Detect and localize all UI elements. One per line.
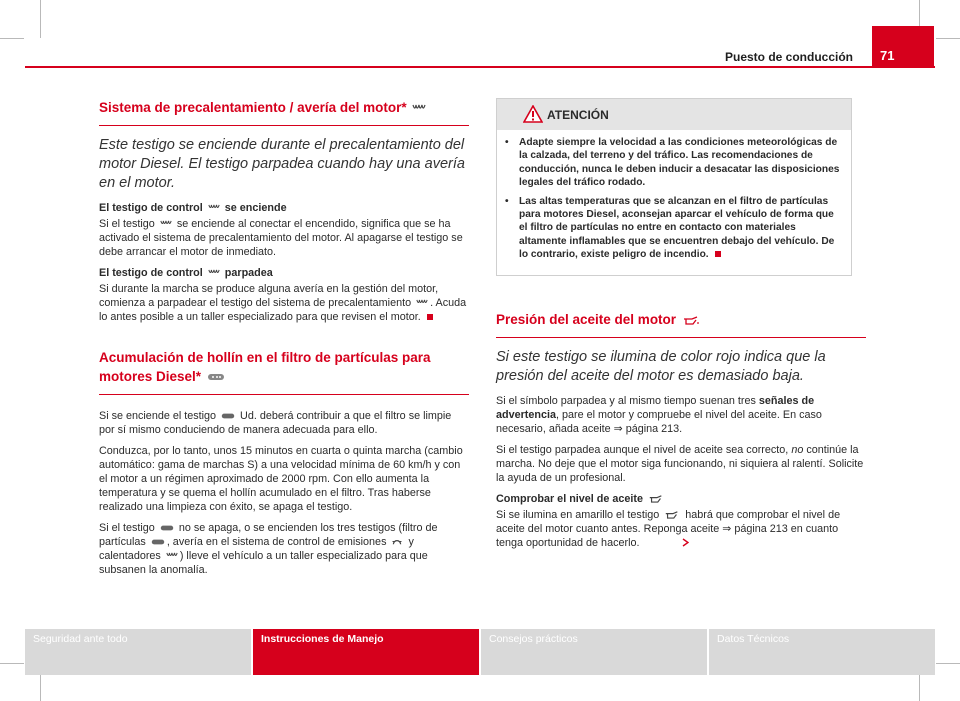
page-header-title: Puesto de conducción (724, 50, 853, 64)
warning-item: • Adapte siempre la velocidad a las condiciones meteorológicas de la calzada, del terreno y del tráfico. Las recomendaciones de conducción, nunca le deben inducir a desacatar las disposiciones legales del tráfico rodado. (505, 137, 840, 189)
paragraph: Conduzca, por lo tanto, unos 15 minutos en cuarta o quinta marcha (cambio automático: gama de marchas S) a una velocidad mínima de 60 km/h y con el motor a un régimen aproximado de 2000 rpm. Con ello aumenta la temperatura y se quema el hollín acumulado en el filtro. Tras haberse realizado una limpieza con éxito, se apaga el testigo. (99, 445, 463, 513)
footer-nav (25, 629, 935, 675)
paragraph: Si se ilumina en amarillo el testigo habrá que comprobar el nivel de aceite del motor cuanto antes. Reponga aceite ⇒ página 213 en cuanto tenga oportunidad de hacerlo. (496, 508, 841, 549)
header-rule (25, 66, 935, 68)
warning-triangle-icon (523, 105, 543, 123)
glow-plug-icon (412, 103, 426, 113)
glow-plug-icon (166, 551, 178, 560)
particle-filter-icon (160, 524, 174, 532)
oil-can-icon (682, 315, 700, 325)
warning-title: ATENCIÓN (547, 108, 609, 122)
warning-box (496, 98, 852, 276)
page-number: 71 (872, 26, 934, 66)
subheading: Comprobar el nivel de aceite (496, 492, 866, 506)
crop-mark (936, 38, 960, 39)
section-end-marker (715, 251, 721, 257)
footer-tab-seguridad[interactable]: Seguridad ante todo (25, 629, 251, 675)
paragraph: Si el testigo se enciende al conectar el encendido, significa que se ha activado el sistema de precalentamiento del motor. Al apagarse el testigo se debe arrancar el motor de inmediato. (99, 218, 463, 258)
glow-plug-icon (208, 268, 220, 277)
continue-arrow-icon (682, 538, 689, 547)
glow-plug-icon (160, 219, 172, 228)
section-lead: Este testigo se enciende durante el precalentamiento del motor Diesel. El testigo parpadea cuando hay una avería en el motor. (99, 137, 465, 191)
section-title-particle-filter: Acumulación de hollín en el filtro de partículas para motores Diesel* (99, 350, 431, 384)
section-lead: Si este testigo se ilumina de color rojo indica que la presión del aceite del motor es demasiado baja. (496, 348, 826, 384)
oil-can-icon (664, 510, 680, 519)
paragraph: Si el símbolo parpadea y al mismo tiempo suenan tres señales de advertencia, pare el motor y compruebe el nivel del aceite. En caso necesario, añada aceite ⇒ página 213. (496, 394, 822, 435)
footer-tab-consejos[interactable]: Consejos prácticos (481, 629, 707, 675)
paragraph: Si se enciende el testigo Ud. deberá contribuir a que el filtro se limpie por sí mismo conduciendo de manera adecuada para ello. (99, 410, 452, 436)
section-end-marker (427, 314, 433, 320)
crop-mark (40, 0, 41, 38)
subheading: El testigo de control parpadea (99, 267, 273, 279)
glow-plug-icon (208, 203, 220, 212)
emission-control-icon (391, 537, 403, 546)
footer-tab-instrucciones[interactable]: Instrucciones de Manejo (253, 629, 479, 675)
section-rule (99, 394, 469, 395)
warning-header (497, 99, 851, 130)
section-title-preheating: Sistema de precalentamiento / avería del motor* (99, 98, 469, 117)
section-title-oil-pressure: Presión del aceite del motor (496, 310, 866, 329)
paragraph: Si el testigo parpadea aunque el nivel de aceite sea correcto, no continúe la marcha. No deje que el motor siga funcionando, ni siquiera al ralentí. Solicite la ayuda de un profesional. (496, 443, 864, 484)
section-rule (99, 125, 469, 126)
particle-filter-icon (207, 372, 225, 382)
subheading: El testigo de control se enciende (99, 202, 287, 214)
footer-tab-datos[interactable]: Datos Técnicos (709, 629, 935, 675)
right-column (496, 98, 866, 557)
oil-can-icon (648, 494, 664, 503)
warning-body (497, 130, 851, 275)
paragraph: Si el testigo no se apaga, o se encienden los tres testigos (filtro de partículas , avería en el sistema de control de emisiones y calentadores ) lleve el vehículo a un taller especializado para que subsanen la anomalía. (99, 522, 438, 576)
warning-item: • Las altas temperaturas que se alcanzan en el filtro de partículas para motores Diesel, aconsejan aparcar el vehículo de forma que el filtro de partículas no entre en contacto con materiales altamente inflamables que se encuentren debajo del vehículo. De lo contrario, existe peligro de incendio. (505, 195, 835, 261)
crop-mark (0, 663, 24, 664)
particle-filter-icon (221, 412, 235, 420)
crop-mark (0, 38, 24, 39)
left-column (99, 98, 469, 584)
paragraph: Si durante la marcha se produce alguna avería en la gestión del motor, comienza a parpadear el testigo del sistema de precalentamiento . Acuda lo antes posible a un taller especializado para que revisen el motor. (99, 283, 467, 323)
bullet-icon: • (505, 195, 509, 207)
glow-plug-icon (416, 298, 428, 307)
crop-mark (936, 663, 960, 664)
section-rule (496, 337, 866, 338)
particle-filter-icon (151, 538, 165, 546)
bullet-icon: • (505, 137, 509, 148)
